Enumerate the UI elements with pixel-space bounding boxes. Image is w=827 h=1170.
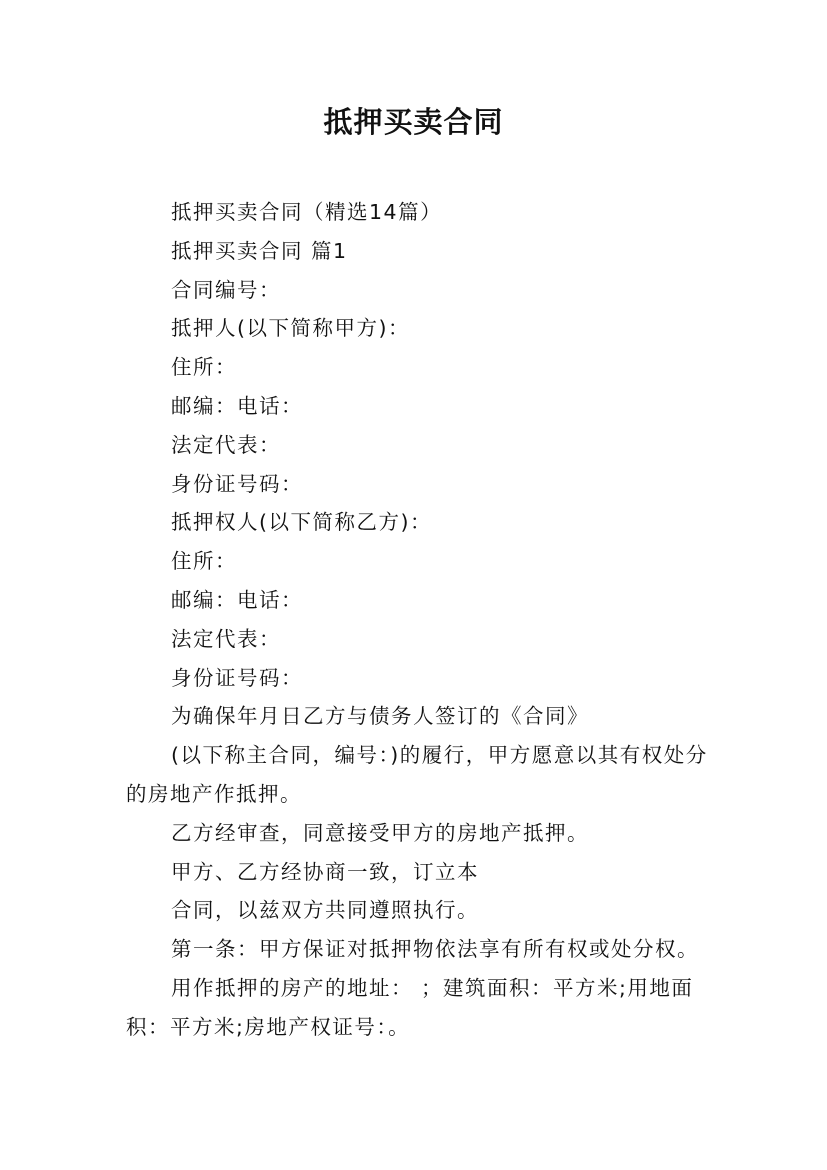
paragraph: 为确保年月日乙方与债务人签订的《合同》 <box>171 704 589 729</box>
paragraph: 住所： <box>171 549 237 574</box>
paragraph: (以下称主合同，编号：)的履行，甲方愿意以其有权处分的房地产作抵押。 <box>126 743 708 806</box>
paragraph: 法定代表： <box>171 432 281 457</box>
paragraph: 邮编：电话： <box>171 587 303 612</box>
paragraph: 身份证号码： <box>171 471 303 496</box>
paragraph: 抵押买卖合同（精选14篇） <box>171 200 443 224</box>
paragraph: 用作抵押的房产的地址： ；建筑面积：平方米;用地面积：平方米;房地产权证号：。 <box>126 975 694 1039</box>
paragraph: 甲方、乙方经协商一致，订立本 <box>171 859 479 884</box>
paragraph: 第一条：甲方保证对抵押物依法享有所有权或处分权。 <box>171 937 699 962</box>
paragraph: 身份证号码： <box>171 665 303 690</box>
document-title: 抵押买卖合同 <box>323 105 504 139</box>
paragraph: 抵押人(以下简称甲方)： <box>171 316 410 341</box>
paragraph: 抵押买卖合同 篇1 <box>171 238 348 263</box>
paragraph: 住所： <box>171 355 237 380</box>
paragraph: 法定代表： <box>171 626 281 651</box>
paragraph: 合同，以兹双方共同遵照执行。 <box>171 898 479 923</box>
paragraph: 抵押权人(以下简称乙方)： <box>171 510 432 535</box>
document-body <box>126 193 716 1047</box>
paragraph: 邮编：电话： <box>171 393 303 418</box>
paragraph: 合同编号： <box>171 277 281 302</box>
paragraph: 乙方经审查，同意接受甲方的房地产抵押。 <box>171 820 589 845</box>
